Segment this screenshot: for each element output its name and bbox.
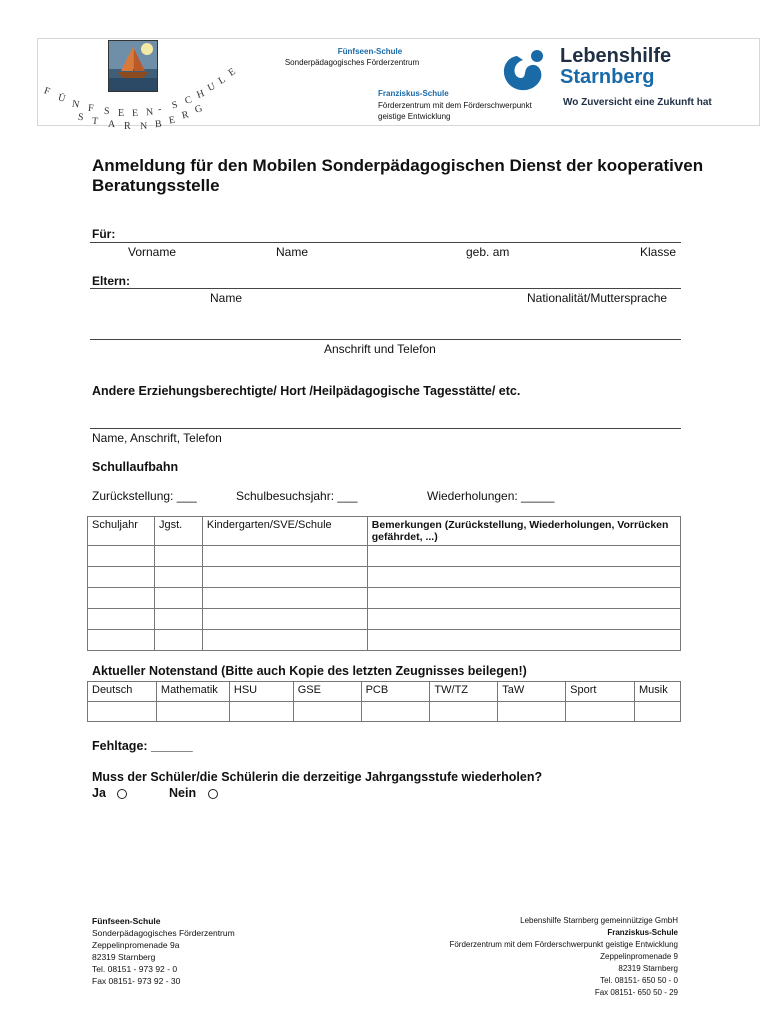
subject-sport: Sport [566, 682, 635, 702]
noten-label: Aktueller Notenstand (Bitte auch Kopie des letzten Zeugnisses beilegen!) [92, 664, 527, 678]
subject-deutsch: Deutsch [88, 682, 157, 702]
boat-logo-image [108, 40, 158, 92]
table-cell[interactable] [202, 588, 367, 609]
fuer-line [90, 242, 681, 243]
footer-right [380, 915, 678, 999]
ja-radio-icon[interactable] [117, 789, 127, 799]
table-cell[interactable] [367, 630, 680, 651]
eltern-line [90, 288, 681, 289]
table-cell[interactable] [367, 609, 680, 630]
table-cell[interactable] [88, 630, 155, 651]
arc-letter: R [180, 109, 190, 122]
arc-letter: U [206, 80, 218, 95]
table-cell[interactable] [154, 609, 202, 630]
repeat-question: Muss der Schüler/die Schülerin die derzeitige Jahrgangsstufe wiederholen? [92, 770, 543, 784]
col-schule: Kindergarten/SVE/Schule [202, 517, 367, 546]
lebenshilfe-city: Starnberg [560, 66, 655, 88]
grade-cell[interactable] [566, 702, 635, 722]
arc-letter: C [183, 94, 194, 107]
fuer-name: Name [276, 245, 309, 259]
page-title: Anmeldung für den Mobilen Sonderpädagogischen Dienst der kooperativen Beratungsstelle [92, 156, 704, 195]
table-cell[interactable] [88, 546, 155, 567]
fuer-klasse: Klasse [640, 245, 677, 259]
col-jgst: Jgst. [154, 517, 202, 546]
ja-label: Ja [92, 786, 106, 800]
table-cell[interactable] [367, 546, 680, 567]
footer-left [92, 915, 235, 987]
eltern-label: Eltern: [92, 274, 131, 288]
subject-musik: Musik [634, 682, 680, 702]
table-cell[interactable] [88, 609, 155, 630]
anschrift-line [90, 339, 681, 340]
footer-left-line: Sonderpädagogisches Förderzentrum [92, 928, 235, 938]
grade-cell[interactable] [498, 702, 566, 722]
school1-subtitle: Sonderpädagogisches Förderzentrum [284, 58, 420, 67]
table-cell[interactable] [367, 567, 680, 588]
arc-letter: L [216, 74, 228, 87]
col-schuljahr: Schuljahr [88, 517, 155, 546]
subject-pcb: PCB [361, 682, 430, 702]
lebenshilfe-logo-icon [497, 48, 553, 99]
nein-option[interactable] [169, 786, 218, 800]
grade-cell[interactable] [156, 702, 229, 722]
grade-cell[interactable] [430, 702, 498, 722]
grade-cell[interactable] [88, 702, 157, 722]
arc-letter: E [118, 108, 125, 119]
arc-letter: E [131, 107, 139, 120]
table-cell[interactable] [88, 588, 155, 609]
arc-letter: S [170, 99, 179, 112]
table-cell[interactable] [367, 588, 680, 609]
subject-mathematik: Mathematik [156, 682, 229, 702]
footer-left-line: Tel. 08151 - 973 92 - 0 [92, 964, 178, 974]
andere-line [90, 428, 681, 429]
table-cell[interactable] [154, 630, 202, 651]
footer-right-line: Fax 08151- 650 50 - 29 [594, 988, 678, 997]
arc-letter: A [107, 118, 116, 131]
arc-letter: N [71, 98, 81, 111]
school2-subtitle-2: geistige Entwicklung [378, 112, 451, 121]
eltern-name: Name [210, 291, 243, 305]
fehltage-field[interactable]: Fehltage: ______ [92, 739, 193, 753]
arc-letter: F [42, 85, 52, 98]
subject-taw: TaW [498, 682, 566, 702]
schullaufbahn-label: Schullaufbahn [92, 460, 179, 474]
footer-left-line: 82319 Starnberg [92, 952, 156, 962]
andere-sub: Name, Anschrift, Telefon [92, 431, 222, 445]
subject-gse: GSE [293, 682, 361, 702]
arc-letter: R [124, 121, 131, 132]
footer-right-line: 82319 Starnberg [618, 964, 678, 973]
school1-name: Fünfseen-Schule [337, 47, 403, 56]
fuer-geb: geb. am [466, 245, 510, 259]
table-cell[interactable] [154, 567, 202, 588]
table-cell[interactable] [88, 567, 155, 588]
school2-subtitle-1: Förderzentrum mit dem Förderschwerpunkt [378, 101, 532, 110]
grade-cell[interactable] [361, 702, 430, 722]
grade-cell[interactable] [293, 702, 361, 722]
eltern-nationalitaet: Nationalität/Muttersprache [527, 291, 668, 305]
grade-cell[interactable] [634, 702, 680, 722]
footer-left-line: Zeppelinpromenade 9a [92, 940, 180, 950]
arc-letter: N [145, 106, 154, 119]
footer-right-line: Förderzentrum mit dem Förderschwerpunkt geistige Entwicklung [449, 940, 678, 949]
arc-letter: G [193, 103, 204, 116]
schulbesuchsjahr-field[interactable]: Schulbesuchsjahr: ___ [236, 489, 358, 503]
footer-right-line: Tel. 08151- 650 50 - 0 [600, 976, 678, 985]
nein-radio-icon[interactable] [208, 789, 218, 799]
footer-right-name: Franziskus-Schule [607, 928, 678, 937]
arc-letter: H [195, 88, 206, 101]
arc-letter: E [226, 66, 238, 79]
grade-cell[interactable] [229, 702, 293, 722]
school2-name: Franziskus-Schule [378, 89, 449, 98]
table-cell[interactable] [154, 588, 202, 609]
footer-left-line: Fax 08151- 973 92 - 30 [92, 976, 181, 986]
arc-letter: N [139, 120, 148, 133]
andere-label: Andere Erziehungsberechtigte/ Hort /Heilpädagogische Tagesstätte/ etc. [92, 384, 521, 398]
table-cell[interactable] [154, 546, 202, 567]
schullaufbahn-table [87, 516, 681, 651]
arc-letter: S [77, 111, 85, 124]
ja-option[interactable] [92, 786, 127, 800]
footer-right-line: Zeppelinpromenade 9 [600, 952, 678, 961]
footer-right-line: Lebenshilfe Starnberg gemeinnützige GmbH [520, 916, 678, 925]
arc-letter: T [91, 115, 99, 128]
col-bemerkungen: Bemerkungen (Zurückstellung, Wiederholungen, Vorrücken gefährdet, ...) [367, 517, 680, 546]
subject-hsu: HSU [229, 682, 293, 702]
arc-letter: - [157, 103, 163, 116]
table-cell[interactable] [202, 630, 367, 651]
lebenshilfe-slogan: Wo Zuversicht eine Zukunft hat [563, 97, 712, 108]
arc-letter: E [168, 114, 176, 127]
nein-label: Nein [169, 786, 197, 800]
fuer-label: Für: [92, 227, 116, 241]
subject-twtz: TW/TZ [430, 682, 498, 702]
eltern-anschrift: Anschrift und Telefon [324, 342, 436, 356]
lebenshilfe-name: Lebenshilfe [560, 45, 672, 67]
arc-letter: S [103, 105, 110, 118]
arc-letter: Ü [56, 92, 67, 105]
table-cell[interactable] [202, 567, 367, 588]
table-cell[interactable] [202, 546, 367, 567]
footer-left-name: Fünfseen-Schule [92, 916, 161, 926]
noten-table [87, 681, 681, 722]
fuer-vorname: Vorname [128, 245, 177, 259]
wiederholungen-field[interactable]: Wiederholungen: _____ [427, 489, 555, 503]
arc-letter: B [154, 118, 163, 131]
zurueckstellung-field[interactable]: Zurückstellung: ___ [92, 489, 197, 503]
table-cell[interactable] [202, 609, 367, 630]
arc-letter: F [87, 102, 95, 115]
